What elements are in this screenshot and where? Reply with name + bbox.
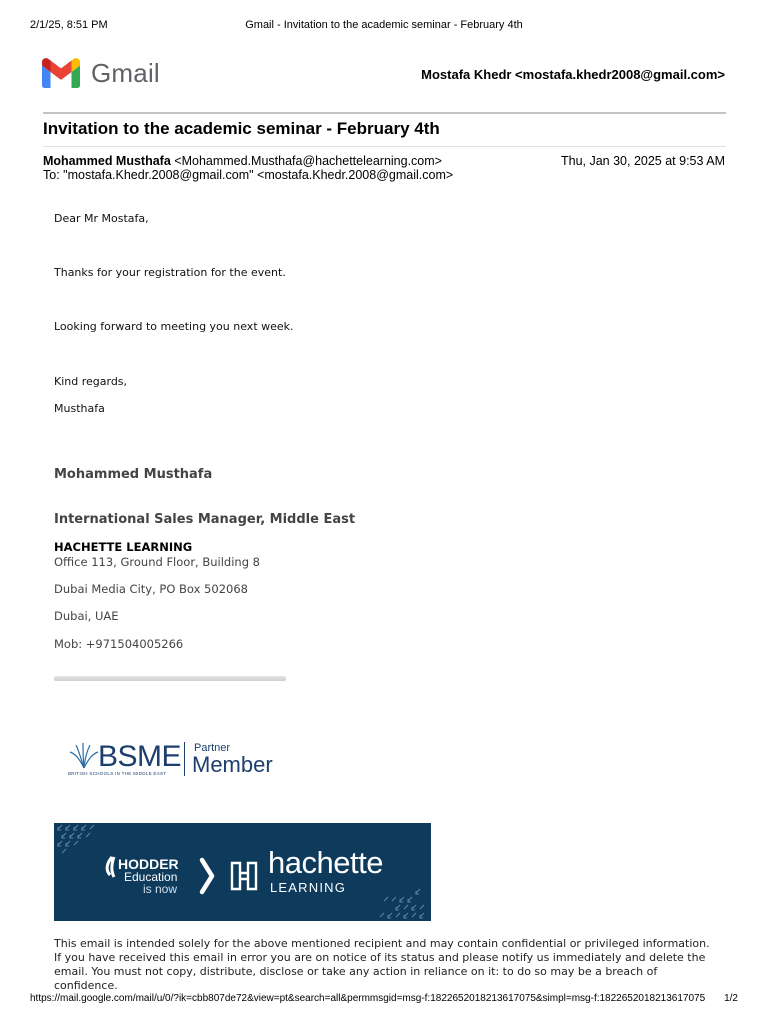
hodder-label: HODDER [118, 856, 179, 872]
sent-date: Thu, Jan 30, 2025 at 9:53 AM [560, 154, 725, 168]
hachette-label: hachette [268, 845, 383, 880]
learning-label: LEARNING [270, 880, 347, 895]
signature-address: Office 113, Ground Floor, Building 8 [54, 555, 260, 569]
signature-company: HACHETTE LEARNING [54, 540, 193, 554]
signature-address: Dubai Media City, PO Box 502068 [54, 582, 248, 596]
body-line: Thanks for your registration for the event. [54, 266, 286, 279]
bsme-partner-label: Partner [194, 742, 231, 754]
signature-title: International Sales Manager, Middle East [54, 512, 356, 527]
sender-line [43, 154, 442, 168]
bsme-partner-logo [64, 738, 300, 782]
gmail-m-icon [42, 58, 80, 88]
signature-name: Mohammed Musthafa [54, 467, 213, 482]
signature-mobile[interactable]: Mob: +971504005266 [54, 637, 184, 651]
signature-address: Dubai, UAE [54, 609, 119, 623]
body-line: Looking forward to meeting you next week. [54, 320, 294, 333]
body-signoff: Musthafa [54, 402, 105, 415]
account-identity: Mostafa Khedr <mostafa.khedr2008@gmail.com> [421, 67, 725, 82]
education-label: Education [124, 870, 178, 884]
subject-divider [43, 146, 726, 147]
header-divider [43, 112, 726, 114]
sender-email[interactable]: <Mohammed.Musthafa@hachettelearning.com> [174, 154, 442, 168]
hachette-mark-icon [232, 863, 256, 889]
sender-name: Mohammed Musthafa [43, 154, 171, 168]
body-closing: Kind regards, [54, 375, 128, 388]
recipient-line: To: "mostafa.Khedr.2008@gmail.com" <mostafa.Khedr.2008@gmail.com> [43, 168, 454, 182]
email-disclaimer: This email is intended solely for the above mentioned recipient and may contain confidential or privileged information. If you have received this email in error you are on notice of its status and please notify us immediately and delete the email. You must not copy, distribute, disclose or take any action in reliance on it: to do so may be a breach of confidence. [54, 937, 710, 992]
signature-divider [54, 676, 286, 681]
book-icon [68, 742, 100, 770]
print-page-number: 1/2 [724, 993, 738, 1004]
gmail-wordmark: Gmail [91, 58, 160, 88]
email-subject: Invitation to the academic seminar - February 4th [43, 119, 440, 138]
bsme-mark: BSME [98, 740, 182, 773]
bsme-subtitle: BRITISH SCHOOLS IN THE MIDDLE EAST [68, 771, 167, 776]
print-url: https://mail.google.com/mail/u/0/?ik=cbb807de72&view=pt&search=all&permmsgid=msg-f:1822652018213617075&simpl=msg-f:1822652018213617075 [30, 993, 706, 1004]
logo-divider [184, 742, 185, 776]
hachette-banner [54, 823, 431, 921]
is-now-label: is now [143, 882, 178, 896]
body-greeting: Dear Mr Mostafa, [54, 212, 149, 225]
print-datetime: 2/1/25, 8:51 PM [30, 19, 108, 31]
bsme-member-label: Member [192, 752, 273, 777]
print-title: Gmail - Invitation to the academic seminar - February 4th [245, 19, 523, 31]
